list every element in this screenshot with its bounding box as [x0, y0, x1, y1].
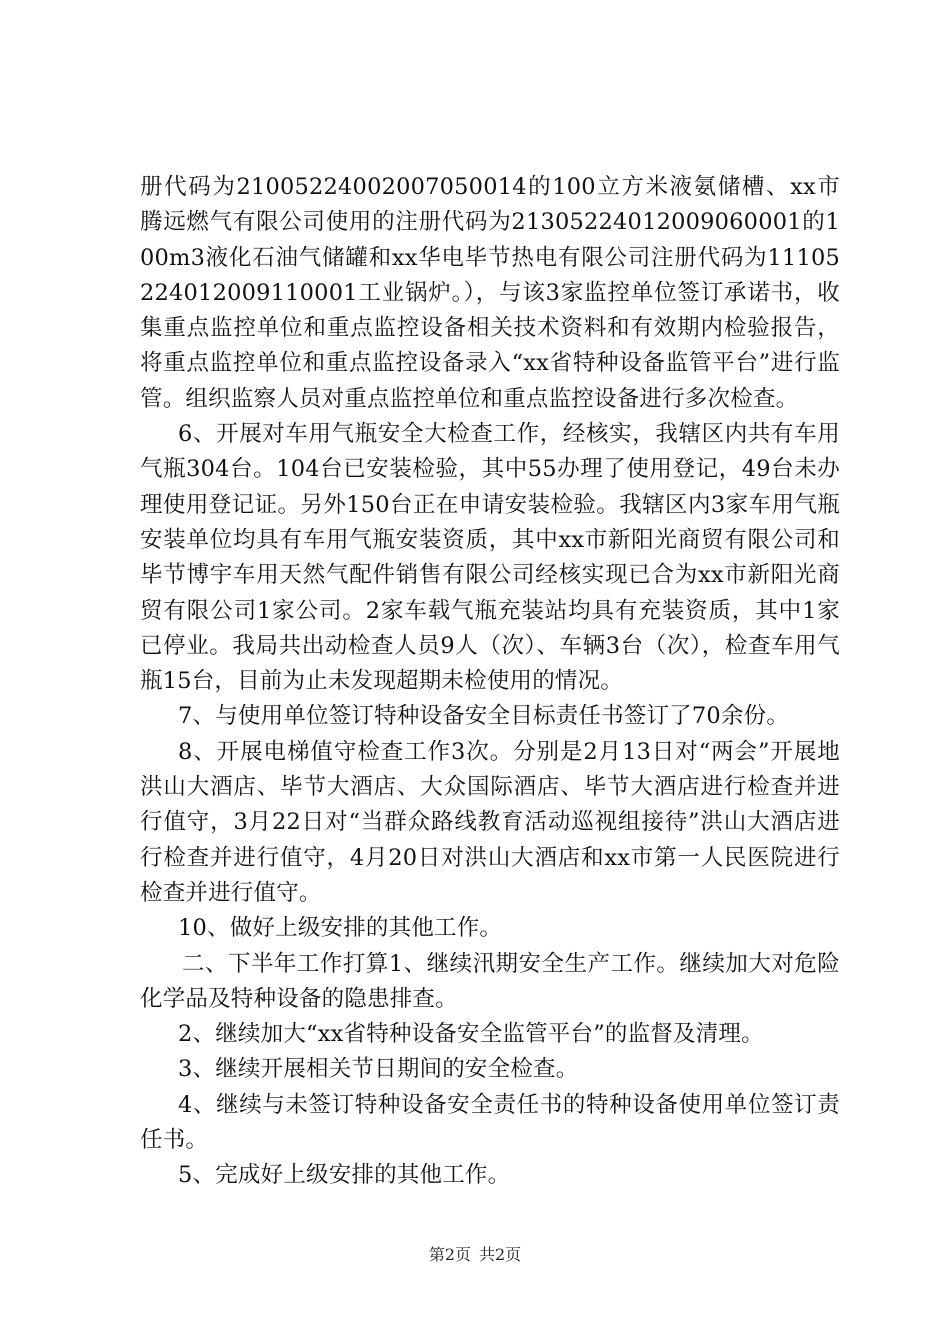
- paragraph-section-2: 二、下半年工作打算1、继续汛期安全生产工作。继续加大对危险化学品及特种设备的隐患排查。: [140, 950, 840, 1012]
- page-footer: [0, 1245, 950, 1265]
- paragraph-plan-3: 3、继续开展相关节日期间的安全检查。: [178, 1056, 579, 1083]
- page-number: 第2页: [428, 1245, 471, 1264]
- paragraph-item-10: 10、做好上级安排的其他工作。: [178, 915, 503, 942]
- paragraph-item-6: 6、开展对车用气瓶安全大检查工作，经核实，我辖区内共有车用气瓶304台。104台已安装检验，其中55办理了使用登记，49台未办理使用登记证。另外150台正在申请安装检验。我辖区内3家车用气瓶安装单位均具有车用气瓶安装资质，其中xx市新阳光商贸有限公司和毕节博宇车用天然气配件销售有限公司经核实现已合为xx市新阳光商贸有限公司1家公司。2家车载气瓶充装站均具有充装资质，其中1家已停业。我局共出动检查人员9人（次）、车辆3台（次），检查车用气瓶15台，目前为止未发现超期未检使用的情况。: [140, 421, 840, 695]
- paragraph-continuation: 册代码为21005224002007050014的100立方米液氨储槽、xx市腾远燃气有限公司使用的注册代码为21305224012009060001的100m3液化石油气储罐和xx华电毕节热电有限公司注册代码为11105224012009110001工业锅炉。），与该3家监控单位签订承诺书，收集重点监控单位和重点监控设备相关技术资料和有效期内检验报告，将重点监控单位和重点监控设备录入“xx省特种设备监管平台”进行监管。组织监察人员对重点监控单位和重点监控设备进行多次检查。: [140, 174, 840, 412]
- paragraph-plan-5: 5、完成好上级安排的其他工作。: [178, 1162, 511, 1189]
- document-body: [140, 170, 840, 1194]
- paragraph-item-7: 7、与使用单位签订特种设备安全目标责任书签订了70余份。: [178, 703, 790, 730]
- page-total: 共2页: [479, 1245, 522, 1264]
- paragraph-plan-2: 2、继续加大“xx省特种设备安全监管平台”的监督及清理。: [178, 1021, 764, 1048]
- paragraph-item-8: 8、开展电梯值守检查工作3次。分别是2月13日对“两会”开展地洪山大酒店、毕节大酒店、大众国际酒店、毕节大酒店进行检查并进行值守，3月22日对“当群众路线教育活动巡视组接待”洪山大酒店进行检查并进行值守，4月20日对洪山大酒店和xx市第一人民医院进行检查并进行值守。: [140, 738, 840, 906]
- paragraph-plan-4: 4、继续与未签订特种设备安全责任书的特种设备使用单位签订责任书。: [140, 1091, 840, 1154]
